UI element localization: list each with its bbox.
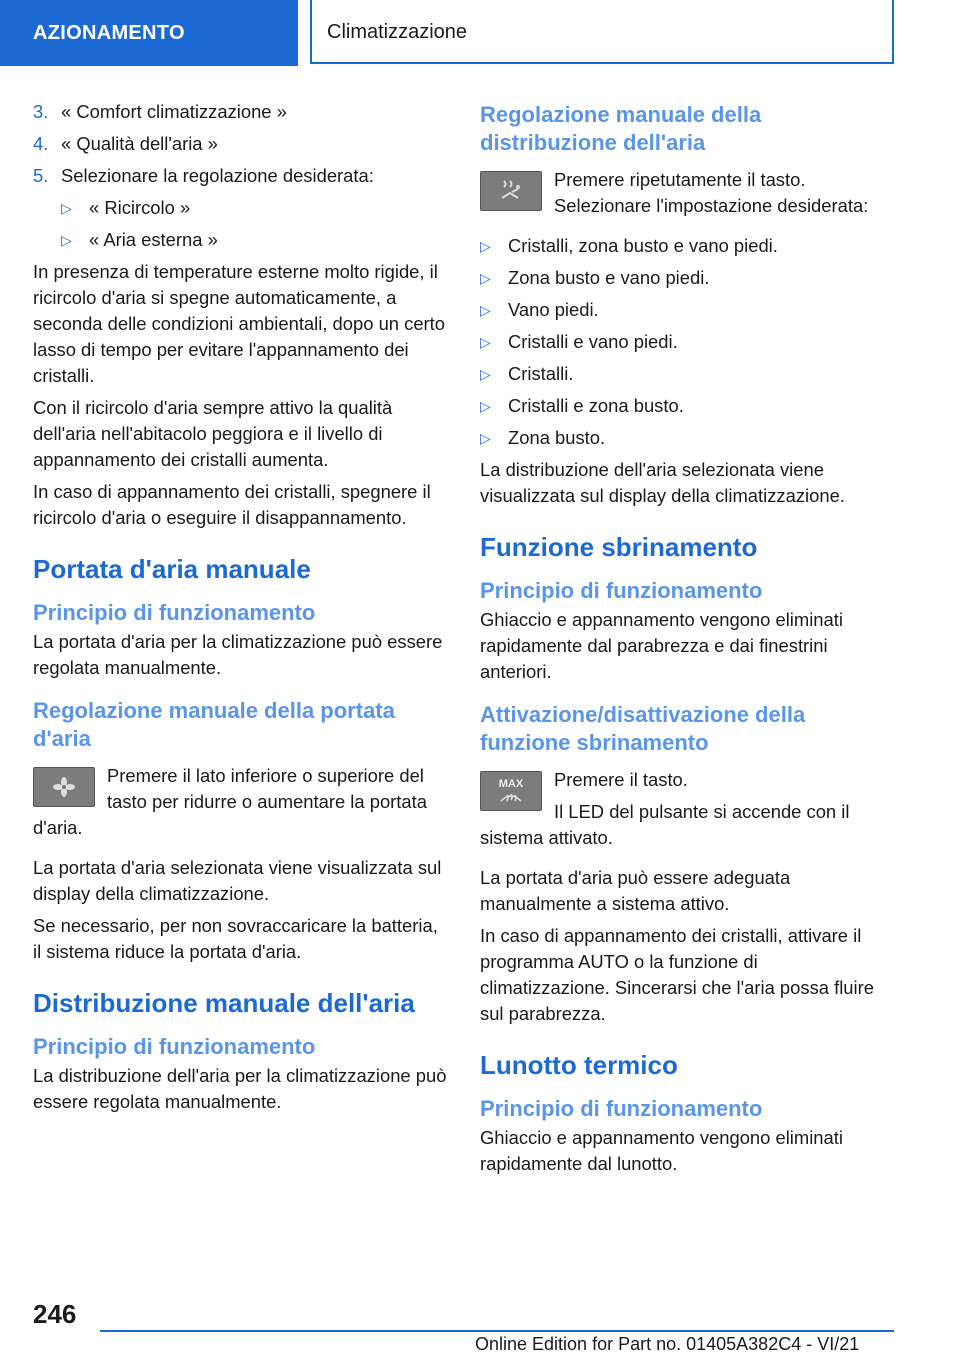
item-number: 4. [33, 133, 49, 154]
subheading-principio: Principio di funzionamento [33, 600, 316, 625]
right-column [480, 99, 890, 1183]
triangle-bullet-icon: ▷ [480, 270, 491, 286]
subheading-principio: Principio di funzionamento [480, 1096, 763, 1121]
chapter-title: Climatizzazione [310, 0, 894, 64]
paragraph: La distribuzione dell'aria per la climatizzazione può essere regolata manualmente. [33, 1065, 447, 1112]
paragraph: Ghiaccio e appannamento vengono eliminati rapidamente dal lunotto. [480, 1127, 843, 1174]
numbered-item [33, 99, 448, 125]
triangle-bullet-icon: ▷ [61, 232, 72, 248]
option-text: Cristalli e zona busto. [508, 395, 684, 416]
paragraph: La portata d'aria per la climatizzazione può essere regolata manualmente. [33, 631, 443, 678]
triangle-bullet-icon: ▷ [480, 398, 491, 414]
heading-lunotto: Lunotto termico [480, 1050, 678, 1080]
option-item [480, 265, 890, 291]
max-defrost-button-icon [480, 771, 542, 811]
footer-divider [100, 1330, 894, 1332]
page-number: 246 [33, 1299, 77, 1329]
item-number: 5. [33, 165, 49, 186]
numbered-item [33, 131, 448, 157]
paragraph: Premere ripetutamente il tasto. Selezionare l'impostazione desiderata: [554, 169, 869, 216]
triangle-bullet-icon: ▷ [480, 238, 491, 254]
triangle-bullet-icon: ▷ [480, 366, 491, 382]
option-item [480, 233, 890, 259]
subheading-regolazione-distribuzione: Regolazione manuale della distribuzione dell'aria [480, 102, 762, 155]
sub-item-text: « Ricircolo » [89, 197, 191, 218]
section-tab: AZIONAMENTO [0, 0, 298, 66]
item-text: Selezionare la regolazione desiderata: [61, 165, 374, 186]
paragraph: Se necessario, per non sovraccaricare la batteria, il sistema riduce la portata d'aria. [33, 915, 438, 962]
option-item [480, 425, 890, 451]
fan-button-icon [33, 767, 95, 807]
option-text: Cristalli e vano piedi. [508, 331, 678, 352]
triangle-bullet-icon: ▷ [480, 334, 491, 350]
option-item [480, 393, 890, 419]
triangle-bullet-icon: ▷ [480, 302, 491, 318]
triangle-bullet-icon: ▷ [480, 430, 491, 446]
left-column [33, 99, 448, 1121]
option-item [480, 329, 890, 355]
paragraph: Con il ricircolo d'aria sempre attivo la qualità dell'aria nell'abitacolo peggiora e il livello di appannamento dei cristalli aumenta. [33, 397, 393, 470]
option-item [480, 361, 890, 387]
option-item [480, 297, 890, 323]
item-number: 3. [33, 101, 49, 122]
sub-item [33, 195, 448, 221]
paragraph: In caso di appannamento dei cristalli, attivare il programma AUTO o la funzione di climatizzazione. Sincerarsi che l'aria possa fluire sul parabrezza. [480, 925, 874, 1024]
subheading-regolazione-portata: Regolazione manuale della portata d'aria [33, 698, 395, 751]
button-instruction [480, 167, 890, 225]
option-text: Cristalli, zona busto e vano piedi. [508, 235, 778, 256]
paragraph: In caso di appannamento dei cristalli, spegnere il ricircolo d'aria o eseguire il disappannamento. [33, 481, 431, 528]
paragraph: In presenza di temperature esterne molto rigide, il ricircolo d'aria si spegne automaticamente, a seconda delle condizioni ambientali, dopo un certo lasso di tempo per evitare l'appannamento dei cristalli. [33, 261, 446, 386]
option-text: Zona busto. [508, 427, 606, 448]
paragraph: Premere il lato inferiore o superiore del tasto per ridurre o aumentare la portata d'aria. [33, 765, 427, 838]
numbered-item [33, 163, 448, 189]
paragraph: Ghiaccio e appannamento vengono eliminati rapidamente dal parabrezza e dai finestrini anteriori. [480, 609, 843, 682]
sub-item-text: « Aria esterna » [89, 229, 218, 250]
paragraph: La distribuzione dell'aria selezionata viene visualizzata sul display della climatizzazione. [480, 459, 845, 506]
heading-sbrinamento: Funzione sbrinamento [480, 532, 758, 562]
paragraph: La portata d'aria può essere adeguata manualmente a sistema attivo. [480, 867, 791, 914]
heading-portata: Portata d'aria manuale [33, 554, 311, 584]
item-text: « Qualità dell'aria » [61, 133, 218, 154]
triangle-bullet-icon: ▷ [61, 200, 72, 216]
subheading-principio: Principio di funzionamento [33, 1034, 316, 1059]
subheading-principio: Principio di funzionamento [480, 578, 763, 603]
paragraph: La portata d'aria selezionata viene visualizzata sul display della climatizzazione. [33, 857, 442, 904]
air-distribution-button-icon [480, 171, 542, 211]
item-text: « Comfort climatizzazione » [61, 101, 287, 122]
edition-note: Online Edition for Part no. 01405A382C4 - VI/21 [475, 1334, 860, 1354]
paragraph: Il LED del pulsante si accende con il sistema attivato. [480, 801, 850, 848]
subheading-attivazione: Attivazione/disattivazione della funzione sbrinamento [480, 702, 806, 755]
paragraph: Premere il tasto. [554, 769, 688, 790]
page-header [0, 0, 960, 66]
max-label: MAX [498, 778, 524, 790]
sub-item [33, 227, 448, 253]
option-text: Zona busto e vano piedi. [508, 267, 710, 288]
button-instruction [480, 767, 890, 857]
option-text: Vano piedi. [508, 299, 599, 320]
option-text: Cristalli. [508, 363, 574, 384]
button-instruction [33, 763, 448, 847]
heading-distribuzione: Distribuzione manuale dell'aria [33, 988, 415, 1018]
